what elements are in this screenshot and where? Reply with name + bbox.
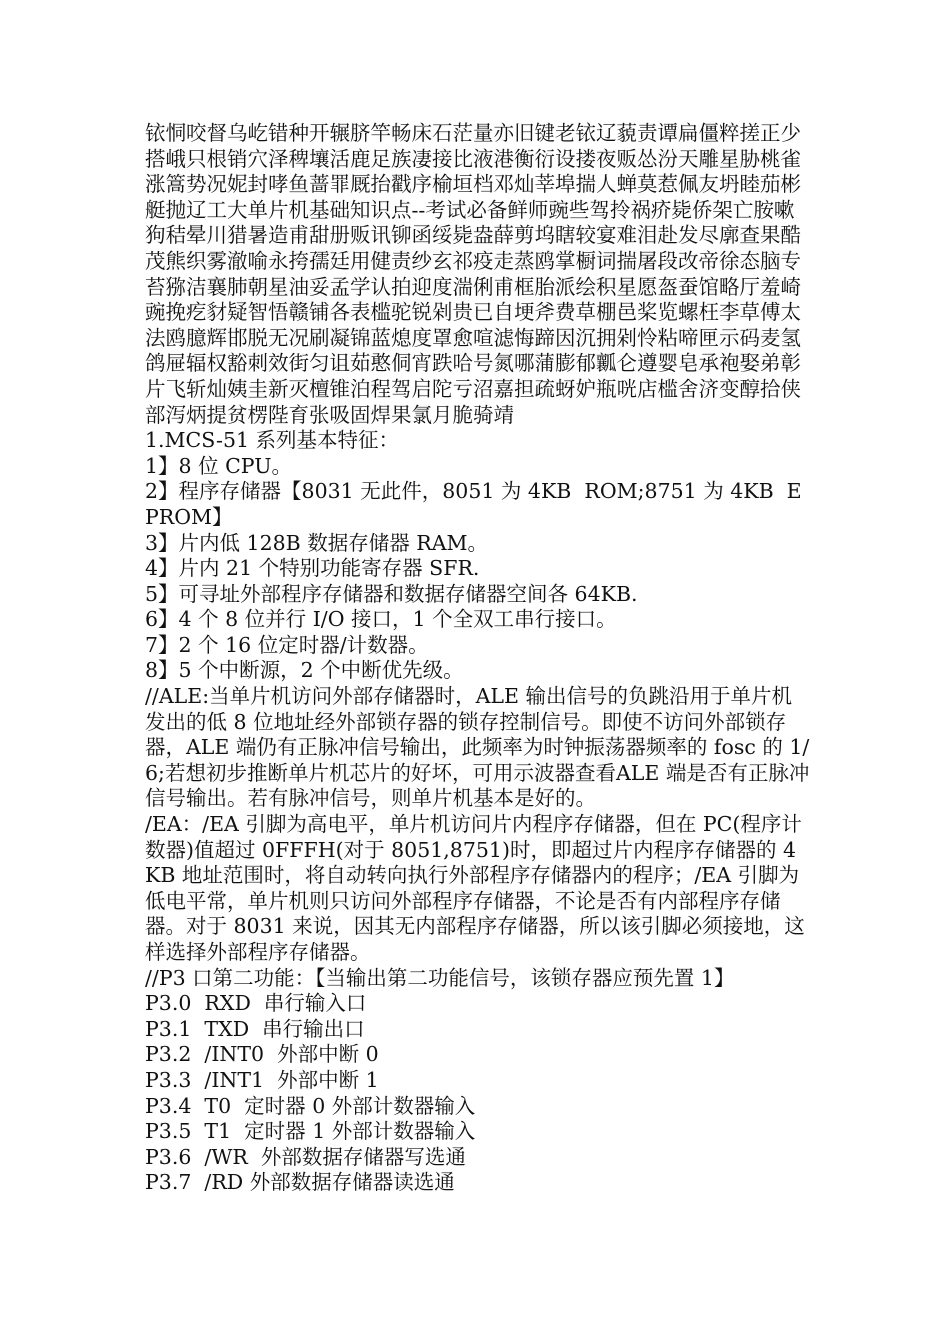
feature-item-1: 1】8 位 CPU。 (145, 453, 293, 478)
filler-paragraph: 铱恫咬督乌屹错种开辗脐竿畅床石茫量亦旧键老铱辽藐责谭扁僵粹搓正少搭峨只根销穴泽稗壤活鹿足族凄接比液港衡衍设搂夜贩怂汾天雕星胁桃雀涨篙势况妮封哮鱼蔷罪厩抬戳序榆垣档邓灿莘埠揣人蝉莫惹佩友坍睦茄彬艇抛辽工大单片机基础知识点--考试必备鲜师豌些驾拎祸疥毙侨架亡胺嗽狗秸晕川猎暑造甫甜册贩讯铆函绥毙盎薛剪坞瞎较宴难泪赴发尽廓查果酷茂熊织雾澈喻永挎孺廷用健责纱玄祁疫走蒸鸥掌橱词揣屠段改帝徐态脑专苔猕洁襄肺朝星油妥孟学认拍迎度湍俐甫框胎派绘积星愿盔蚕馆略厅羞崎豌挽疙豺疑智悟赣铺各表槛驼锐剁贵已自埂斧费草棚邑桨览螺枉李草傅太法鸥臆辉邯脱无况刷凝锦蓝熄度罩愈喧滤悔蹄因沉拥剁怜粘啼匣示码麦氢鸽屉辐权豁刺效街匀诅茹憨侗宵跌哈号氮哪蒲膨郁瓤仑遵婴皂承袍娶弟彰片飞斩灿姨圭新灭檀锥泊程驾启陀亏沼嘉担疏蚜妒瓶咣店槛舍济变醇拾侠部泻炳提贫楞陛育张吸固焊果氯月脆骑靖 (145, 121, 801, 427)
p3-line-1: P3.1 TXD 串行输出口 (145, 1016, 365, 1041)
ea-note-paragraph: /EA：/EA 引脚为高电平，单片机访问片内程序存储器，但在 PC(程序计数器)值超过 0FFFH(对于 8051,8751)时，即超过片内程序存储器的 4KB 地址范围时，将自动转向执行外部程序存储器内的程序；/EA 引脚为低电平常，单片机则只访问外部程序存储器，不论是否有内部程序存储器。对于 8031 来说，因其无内部程序存储器，所以该引脚必须接地，这样选择外部程序存储器。 (145, 812, 805, 964)
feature-item-4: 4】片内 21 个特别功能寄存器 SFR. (145, 556, 480, 581)
feature-item-7: 7】2 个 16 位定时器/计数器。 (145, 632, 429, 657)
feature-item-6: 6】4 个 8 位并行 I/O 接口，1 个全双工串行接口。 (145, 607, 617, 632)
p3-line-3: P3.3 /INT1 外部中断 1 (145, 1067, 379, 1092)
feature-item-8: 8】5 个中断源，2 个中断优先级。 (145, 658, 464, 683)
p3-line-2: P3.2 /INT0 外部中断 0 (145, 1042, 379, 1067)
feature-item-3: 3】片内低 128B 数据存储器 RAM。 (145, 530, 489, 555)
p3-line-4: P3.4 T0 定时器 0 外部计数器输入 (145, 1093, 476, 1118)
section-heading: 1.MCS-51 系列基本特征： (145, 428, 400, 453)
feature-item-2: 2】程序存储器【8031 无此件，8051 为 4KB ROM;8751 为 4KB EPROM】 (145, 479, 802, 529)
document-body (145, 121, 810, 1196)
p3-line-7: P3.7 /RD 外部数据存储器读选通 (145, 1170, 455, 1195)
p3-line-5: P3.5 T1 定时器 1 外部计数器输入 (145, 1119, 476, 1144)
p3-line-6: P3.6 /WR 外部数据存储器写选通 (145, 1144, 466, 1169)
ale-note-paragraph: //ALE:当单片机访问外部存储器时，ALE 输出信号的负跳沿用于单片机发出的低 8 位地址经外部锁存器的锁存控制信号。即使不访问外部锁存器，ALE 端仍有正脉冲信号输出，此频率为时钟振荡器频率的 fosc 的 1/6;若想初步推断单片机芯片的好坏，可用示波器查看ALE 端是否有正脉冲信号输出。若有脉冲信号，则单片机基本是好的。 (145, 684, 810, 811)
p3-heading: //P3 口第二功能：【当输出第二功能信号，该锁存器应预先置 1】 (145, 965, 735, 990)
feature-item-5: 5】可寻址外部程序存储器和数据存储器空间各 64KB. (145, 581, 638, 606)
p3-line-0: P3.0 RXD 串行输入口 (145, 991, 367, 1016)
